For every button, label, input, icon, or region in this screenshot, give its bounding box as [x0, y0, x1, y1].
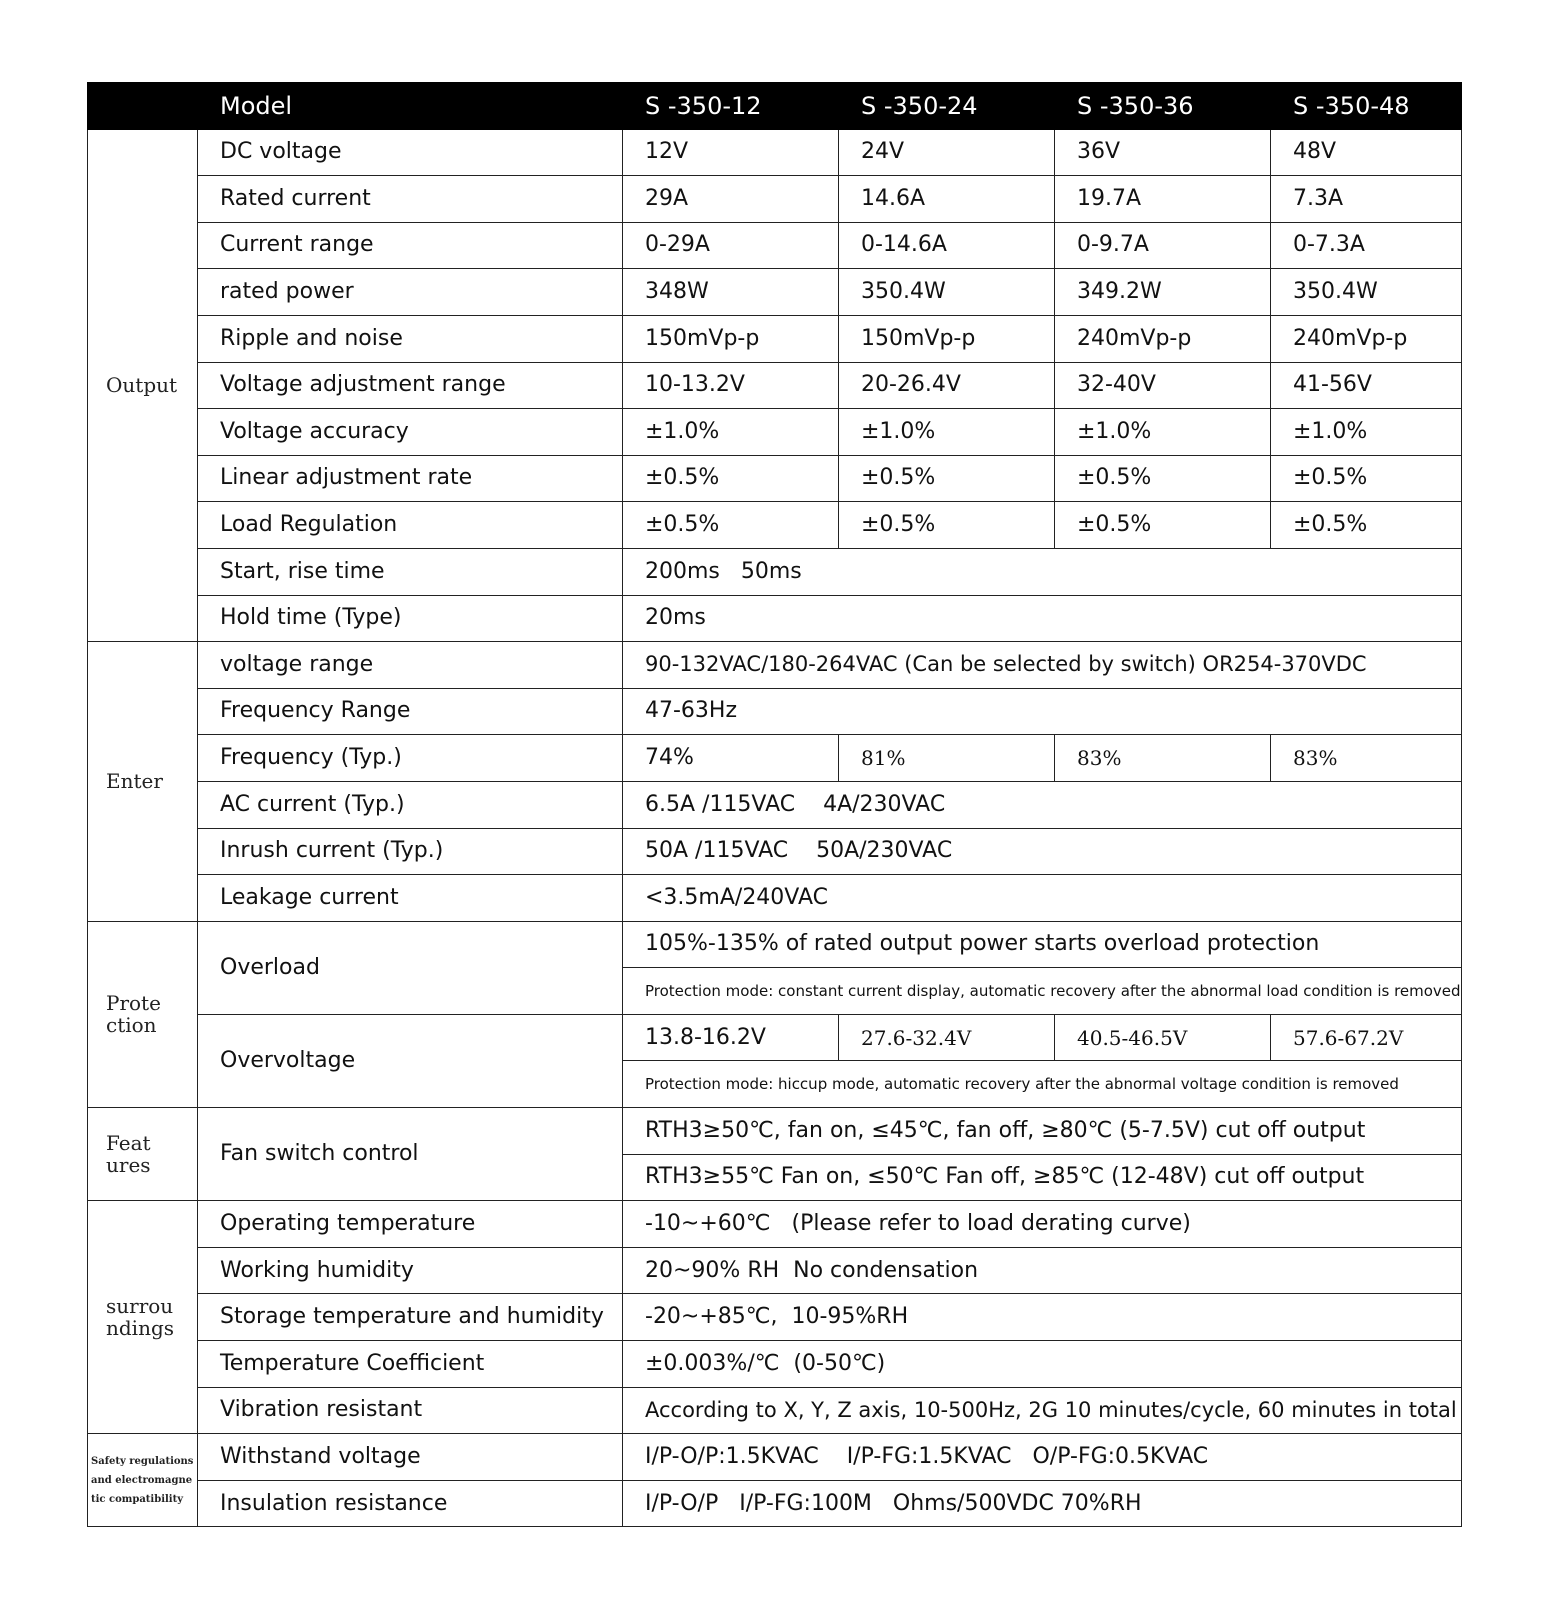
cell: 83%	[1055, 735, 1271, 782]
row-label: Frequency Range	[198, 688, 623, 735]
row-label: Fan switch control	[198, 1108, 623, 1201]
table-row	[88, 1201, 1462, 1248]
cell-span: RTH3≥55℃ Fan on, ≤50℃ Fan off, ≥85℃ (12-48V) cut off output	[623, 1154, 1462, 1201]
table-row	[88, 362, 1462, 409]
cell: 0-14.6A	[839, 222, 1055, 269]
cell-span: 20ms	[623, 595, 1462, 642]
cell-span: I/P-O/P:1.5KVAC I/P-FG:1.5KVAC O/P-FG:0.5KVAC	[623, 1434, 1462, 1481]
table-row	[88, 1480, 1462, 1527]
cell: 14.6A	[839, 176, 1055, 223]
cell: ±1.0%	[1271, 409, 1462, 456]
cell: 40.5-46.5V	[1055, 1014, 1271, 1061]
cell: 240mVp-p	[1271, 315, 1462, 362]
cell: 20-26.4V	[839, 362, 1055, 409]
cell: ±0.5%	[1271, 455, 1462, 502]
cell-span: 50A /115VAC 50A/230VAC	[623, 828, 1462, 875]
cell: ±0.5%	[839, 455, 1055, 502]
table-row	[88, 1387, 1462, 1434]
row-label: AC current (Typ.)	[198, 781, 623, 828]
cell-span: <3.5mA/240VAC	[623, 875, 1462, 922]
cell: 48V	[1271, 129, 1462, 176]
table-row	[88, 222, 1462, 269]
cell-span: 200ms 50ms	[623, 548, 1462, 595]
row-label: Voltage adjustment range	[198, 362, 623, 409]
cell: 349.2W	[1055, 269, 1271, 316]
cell: 29A	[623, 176, 839, 223]
cell-span: 20~90% RH No condensation	[623, 1247, 1462, 1294]
cell: 57.6-67.2V	[1271, 1014, 1462, 1061]
row-label: Insulation resistance	[198, 1480, 623, 1527]
cell-span: 47-63Hz	[623, 688, 1462, 735]
row-label: Working humidity	[198, 1247, 623, 1294]
cell: ±0.5%	[623, 455, 839, 502]
row-label: Vibration resistant	[198, 1387, 623, 1434]
group-enter: Enter	[88, 642, 198, 922]
table-row	[88, 1341, 1462, 1388]
row-label: Operating temperature	[198, 1201, 623, 1248]
cell-span: I/P-O/P I/P-FG:100M Ohms/500VDC 70%RH	[623, 1480, 1462, 1527]
cell-span: According to X, Y, Z axis, 10-500Hz, 2G 10 minutes/cycle, 60 minutes in total	[623, 1387, 1462, 1434]
cell: 24V	[839, 129, 1055, 176]
row-label: Withstand voltage	[198, 1434, 623, 1481]
row-label: Storage temperature and humidity	[198, 1294, 623, 1341]
cell-span: Protection mode: constant current display, automatic recovery after the abnormal load condition is removed	[623, 968, 1462, 1015]
cell: ±0.5%	[623, 502, 839, 549]
cell-span: 105%-135% of rated output power starts overload protection	[623, 921, 1462, 968]
row-label: Overload	[198, 921, 623, 1014]
row-label: Start, rise time	[198, 548, 623, 595]
header-model-2: S -350-24	[839, 83, 1055, 130]
cell: 240mVp-p	[1055, 315, 1271, 362]
spec-table	[87, 82, 1462, 1527]
table-row	[88, 1108, 1462, 1155]
table-row	[88, 129, 1462, 176]
group-output: Output	[88, 129, 198, 642]
cell: ±0.5%	[1055, 502, 1271, 549]
cell: 150mVp-p	[623, 315, 839, 362]
cell: 83%	[1271, 735, 1462, 782]
cell: 74%	[623, 735, 839, 782]
table-row	[88, 176, 1462, 223]
cell-span: -20~+85℃, 10-95%RH	[623, 1294, 1462, 1341]
cell: 350.4W	[839, 269, 1055, 316]
cell: 27.6-32.4V	[839, 1014, 1055, 1061]
table-row	[88, 502, 1462, 549]
cell: 32-40V	[1055, 362, 1271, 409]
table-row	[88, 455, 1462, 502]
cell: 348W	[623, 269, 839, 316]
cell: 7.3A	[1271, 176, 1462, 223]
cell: ±0.5%	[1055, 455, 1271, 502]
row-label: Inrush current (Typ.)	[198, 828, 623, 875]
row-label: Load Regulation	[198, 502, 623, 549]
cell-span: 90-132VAC/180-264VAC (Can be selected by switch) OR254-370VDC	[623, 642, 1462, 689]
header-row	[88, 83, 1462, 130]
header-model-4: S -350-48	[1271, 83, 1462, 130]
cell: 13.8-16.2V	[623, 1014, 839, 1061]
cell: ±1.0%	[1055, 409, 1271, 456]
table-row	[88, 548, 1462, 595]
row-label: Overvoltage	[198, 1014, 623, 1107]
row-label: Leakage current	[198, 875, 623, 922]
row-label: rated power	[198, 269, 623, 316]
cell: 10-13.2V	[623, 362, 839, 409]
cell: 0-9.7A	[1055, 222, 1271, 269]
header-model-label: Model	[198, 83, 623, 130]
cell: ±0.5%	[1271, 502, 1462, 549]
group-protection: Prote ction	[88, 921, 198, 1107]
row-label: Rated current	[198, 176, 623, 223]
row-label: Linear adjustment rate	[198, 455, 623, 502]
cell: 350.4W	[1271, 269, 1462, 316]
table-row	[88, 781, 1462, 828]
row-label: Frequency (Typ.)	[198, 735, 623, 782]
table-row	[88, 642, 1462, 689]
cell: 12V	[623, 129, 839, 176]
table-row	[88, 595, 1462, 642]
table-row	[88, 921, 1462, 968]
header-model-3: S -350-36	[1055, 83, 1271, 130]
group-surroundings: surrou ndings	[88, 1201, 198, 1434]
row-label: Hold time (Type)	[198, 595, 623, 642]
cell: ±1.0%	[623, 409, 839, 456]
row-label: DC voltage	[198, 129, 623, 176]
table-row	[88, 1247, 1462, 1294]
table-row	[88, 828, 1462, 875]
row-label: Current range	[198, 222, 623, 269]
cell: 41-56V	[1271, 362, 1462, 409]
table-row	[88, 315, 1462, 362]
cell-span: RTH3≥50℃, fan on, ≤45℃, fan off, ≥80℃ (5-7.5V) cut off output	[623, 1108, 1462, 1155]
row-label: Ripple and noise	[198, 315, 623, 362]
cell: 0-29A	[623, 222, 839, 269]
cell-span: -10~+60℃ (Please refer to load derating curve)	[623, 1201, 1462, 1248]
group-features: Feat ures	[88, 1108, 198, 1201]
cell: 0-7.3A	[1271, 222, 1462, 269]
cell-span: 6.5A /115VAC 4A/230VAC	[623, 781, 1462, 828]
table-row	[88, 1294, 1462, 1341]
header-model-1: S -350-12	[623, 83, 839, 130]
cell: 81%	[839, 735, 1055, 782]
table-row	[88, 409, 1462, 456]
cell: 36V	[1055, 129, 1271, 176]
table-row	[88, 688, 1462, 735]
cell: 19.7A	[1055, 176, 1271, 223]
table-row	[88, 875, 1462, 922]
cell: ±0.5%	[839, 502, 1055, 549]
table-row	[88, 1434, 1462, 1481]
row-label: voltage range	[198, 642, 623, 689]
row-label: Voltage accuracy	[198, 409, 623, 456]
cell: 150mVp-p	[839, 315, 1055, 362]
table-row	[88, 269, 1462, 316]
table-row	[88, 735, 1462, 782]
row-label: Temperature Coefficient	[198, 1341, 623, 1388]
cell: ±1.0%	[839, 409, 1055, 456]
header-blank	[88, 83, 198, 130]
table-row	[88, 1014, 1462, 1061]
cell-span: Protection mode: hiccup mode, automatic recovery after the abnormal voltage condition is removed	[623, 1061, 1462, 1108]
group-safety: Safety regulations and electromagne tic compatibility	[88, 1434, 198, 1527]
cell-span: ±0.003%/℃ (0-50℃)	[623, 1341, 1462, 1388]
